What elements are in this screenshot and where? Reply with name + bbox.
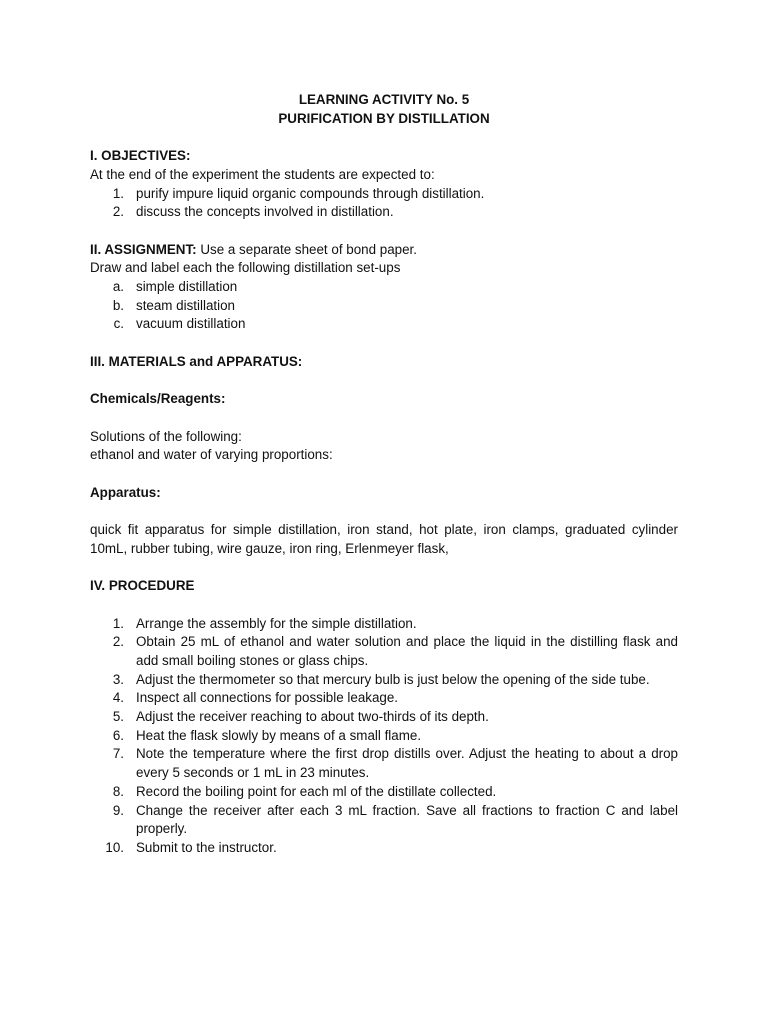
list-marker: 8. (112, 783, 124, 799)
list-item (90, 203, 678, 222)
procedure-step (90, 783, 678, 802)
procedure-step (90, 708, 678, 727)
step-text: Heat the flask slowly by means of a small flame. (136, 727, 422, 743)
document-page (90, 91, 678, 858)
list-marker: c. (113, 316, 124, 332)
procedure-step (90, 745, 678, 782)
chemicals-line: Solutions of the following: (90, 428, 242, 444)
objectives-heading: I. OBJECTIVES: (90, 148, 191, 164)
list-marker: 5. (112, 709, 124, 725)
procedure-step (90, 727, 678, 746)
assignment-heading: II. ASSIGNMENT: (90, 241, 197, 257)
list-marker: 6. (112, 727, 124, 743)
list-marker: 3. (112, 671, 124, 687)
step-text: Submit to the instructor. (136, 839, 277, 855)
step-text: Change the receiver after each 3 mL fraction. Save all fractions to fraction C and label properly. (136, 802, 678, 837)
step-text: Arrange the assembly for the simple distillation. (136, 615, 417, 631)
list-marker: 2. (112, 204, 124, 220)
list-item (90, 297, 678, 316)
objectives-intro: At the end of the experiment the students are expected to: (90, 166, 435, 182)
procedure-heading: IV. PROCEDURE (90, 578, 195, 594)
procedure-step (90, 689, 678, 708)
step-text: Note the temperature where the first drop distills over. Adjust the heating to about a drop every 5 seconds or 1 mL in 23 minutes. (136, 746, 678, 781)
step-text: Inspect all connections for possible leakage. (136, 690, 399, 706)
assignment-instruction: Draw and label each the following distillation set-ups (90, 260, 401, 276)
assignment-text: Use a separate sheet of bond paper. (196, 241, 417, 257)
step-text: Obtain 25 mL of ethanol and water solution and place the liquid in the distilling flask and add small boiling stones or glass chips. (136, 634, 678, 668)
list-marker: 4. (112, 690, 124, 706)
step-text: Adjust the thermometer so that mercury bulb is just below the opening of the side tube. (136, 671, 650, 687)
activity-subtitle: PURIFICATION BY DISTILLATION (278, 110, 490, 126)
apparatus-heading: Apparatus: (90, 484, 161, 500)
materials-heading: III. MATERIALS and APPARATUS: (90, 353, 303, 369)
objectives-list (90, 185, 678, 222)
list-text: simple distillation (136, 279, 238, 294)
list-marker: 1. (112, 185, 124, 201)
chemicals-heading: Chemicals/Reagents: (90, 391, 226, 407)
list-marker: 7. (112, 746, 124, 762)
list-text: discuss the concepts involved in distillation. (136, 204, 394, 220)
activity-title: LEARNING ACTIVITY No. 5 (298, 92, 470, 107)
assignment-list (90, 278, 678, 334)
list-item (90, 185, 678, 204)
step-text: Record the boiling point for each ml of the distillate collected. (136, 783, 497, 799)
list-text: steam distillation (136, 297, 235, 313)
procedure-list (90, 615, 678, 858)
list-marker: 2. (112, 634, 124, 650)
procedure-step (90, 839, 678, 858)
apparatus-text: quick fit apparatus for simple distillation, iron stand, hot plate, iron clamps, graduated cylinder 10mL, rubber tubing, wire gauze, iron ring, Erlenmeyer flask, (90, 522, 678, 556)
procedure-step (90, 802, 678, 839)
list-marker: 10. (105, 839, 124, 855)
list-item (90, 315, 678, 334)
procedure-step (90, 671, 678, 690)
list-text: purify impure liquid organic compounds through distillation. (136, 185, 485, 201)
list-marker: 9. (112, 802, 124, 818)
list-item (90, 278, 678, 297)
list-marker: b. (112, 297, 124, 313)
list-marker: 1. (112, 615, 124, 631)
procedure-step (90, 615, 678, 634)
chemicals-line: ethanol and water of varying proportions: (90, 447, 333, 463)
procedure-step (90, 633, 678, 670)
assignment-line (90, 241, 678, 260)
list-text: vacuum distillation (136, 316, 246, 332)
list-marker: a. (112, 279, 124, 294)
step-text: Adjust the receiver reaching to about two-thirds of its depth. (136, 709, 489, 725)
